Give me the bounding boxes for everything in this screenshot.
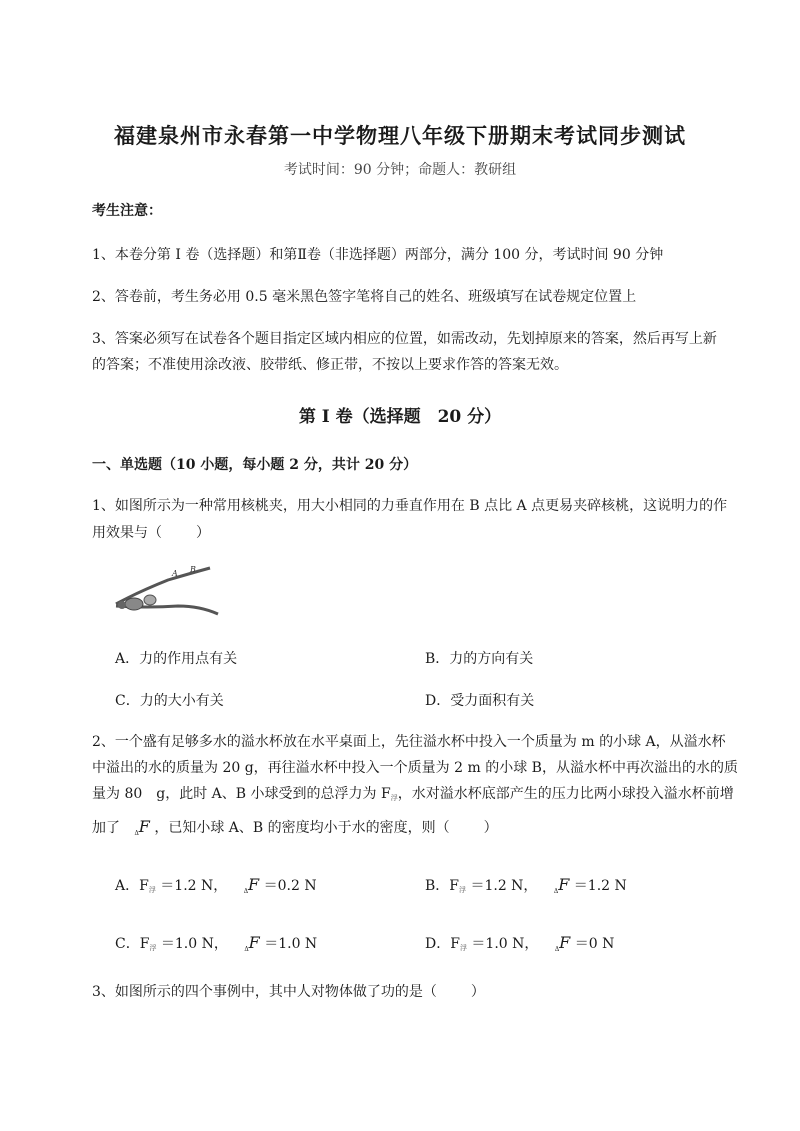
notice-item-3-cont: 的答案；不准使用涂改液、胶带纸、修正带，不按以上要求作答的答案无效。	[92, 357, 568, 373]
delta-symbol: Δ	[554, 946, 560, 953]
q1-stem-suffix: ）	[196, 525, 210, 541]
q2-option-a-label: A．F	[115, 878, 149, 894]
notice-heading: 考生注意：	[92, 203, 162, 219]
q1-option-d[interactable]: D．受力面积有关	[425, 693, 535, 709]
q2-option-d-value-1: ＝1.0 N，	[471, 936, 539, 952]
q2-option-d-label: D．F	[425, 936, 460, 952]
notice-item-3: 3、答案必须写在试卷各个题目指定区域内相应的位置，如需改动，先划掉原来的答案，然后再写上新	[92, 331, 717, 347]
nutcracker-figure	[108, 562, 228, 620]
q2-line-3-suffix: ，水对溢水杯底部产生的压力比两小球投入溢水杯前增	[397, 786, 734, 802]
q2-option-d[interactable]	[425, 933, 614, 953]
q2-option-c-label: C．F	[115, 936, 150, 952]
q3-stem-suffix: ）	[470, 984, 485, 1000]
q1-line-1: 1、如图所示为一种常用核桃夹，用大小相同的力垂直作用在 B 点比 A 点更易夹碎核桃，这说明力的作	[92, 498, 728, 514]
q2-option-c-value-2: ＝1.0 N	[264, 936, 318, 952]
q2-line-3-prefix: 量为 80 g，此时 A、B 小球受到的总浮力为 F	[92, 786, 391, 802]
q3-stem-prefix: 3、如图所示的四个事例中，其中人对物体做了功的是（	[92, 984, 437, 1000]
buoyancy-subscript: 浮	[459, 886, 467, 894]
q2-option-d-value-2: ＝0 N	[574, 936, 615, 952]
q2-option-a-value-2: ＝0.2 N	[263, 878, 317, 894]
q2-line-4-end: ）	[483, 820, 498, 836]
q2-option-a-value-1: ＝1.2 N，	[160, 878, 228, 894]
force-symbol: F	[138, 817, 150, 836]
q1-option-a[interactable]: A．力的作用点有关	[115, 651, 238, 667]
q1-option-b[interactable]: B．力的方向有关	[425, 651, 534, 667]
q2-line-2: 中溢出的水的质量为 20 g，再往溢水杯中投入一个质量为 2 m 的小球 B，从溢水杯中再次溢出的水的质	[92, 760, 738, 776]
delta-symbol: Δ	[243, 888, 249, 895]
delta-symbol: Δ	[244, 946, 249, 953]
q2-option-c-value-1: ＝1.0 N，	[160, 936, 228, 952]
q2-line-4-prefix: 加了	[92, 820, 120, 836]
buoyancy-subscript: 浮	[149, 944, 157, 952]
section-title: 第 I 卷（选择题 20 分）	[298, 407, 502, 427]
figure-label-b: B	[190, 565, 196, 574]
notice-item-1: 1、本卷分第 I 卷（选择题）和第Ⅱ卷（非选择题）两部分，满分 100 分，考试时间 90 分钟	[92, 247, 664, 263]
q2-line-3	[92, 784, 734, 808]
delta-symbol: Δ	[553, 888, 559, 895]
force-symbol: F	[248, 933, 260, 952]
force-symbol: F	[559, 933, 571, 952]
q2-line-4	[92, 817, 498, 844]
q2-option-b[interactable]	[425, 875, 627, 895]
q3-line-1	[92, 982, 485, 1002]
delta-symbol: Δ	[134, 830, 139, 837]
q2-line-1: 2、一个盛有足够多水的溢水杯放在水平桌面上，先往溢水杯中投入一个质量为 m 的小球 A，从溢水杯	[92, 734, 726, 750]
q1-line-2	[92, 523, 210, 543]
buoyancy-subscript: 浮	[148, 886, 156, 894]
q1-option-c[interactable]: C．力的大小有关	[115, 693, 224, 709]
q2-option-b-value-1: ＝1.2 N，	[470, 878, 538, 894]
q2-option-c[interactable]	[115, 933, 317, 953]
exam-subtitle: 考试时间：90 分钟；命题人：教研组	[283, 162, 517, 178]
q2-option-a[interactable]	[115, 875, 317, 895]
exam-title: 福建泉州市永春第一中学物理八年级下册期末考试同步测试	[114, 123, 686, 148]
q2-line-4-suffix: ，已知小球 A、B 的密度均小于水的密度，则（	[154, 820, 450, 836]
notice-item-2: 2、答卷前，考生务必用 0.5 毫米黑色签字笔将自己的姓名、班级填写在试卷规定位置上	[92, 289, 637, 305]
buoyancy-subscript: 浮	[459, 944, 467, 952]
q2-option-b-label: B．F	[425, 878, 460, 894]
force-symbol: F	[558, 875, 570, 894]
q2-option-b-value-2: ＝1.2 N	[573, 878, 627, 894]
buoyancy-subscript: 浮	[390, 794, 398, 802]
force-symbol: F	[248, 875, 260, 894]
part-heading: 一、单选题（10 小题，每小题 2 分，共计 20 分）	[92, 457, 418, 473]
q1-stem-prefix: 用效果与（	[92, 525, 162, 541]
figure-label-a: A	[172, 569, 178, 578]
